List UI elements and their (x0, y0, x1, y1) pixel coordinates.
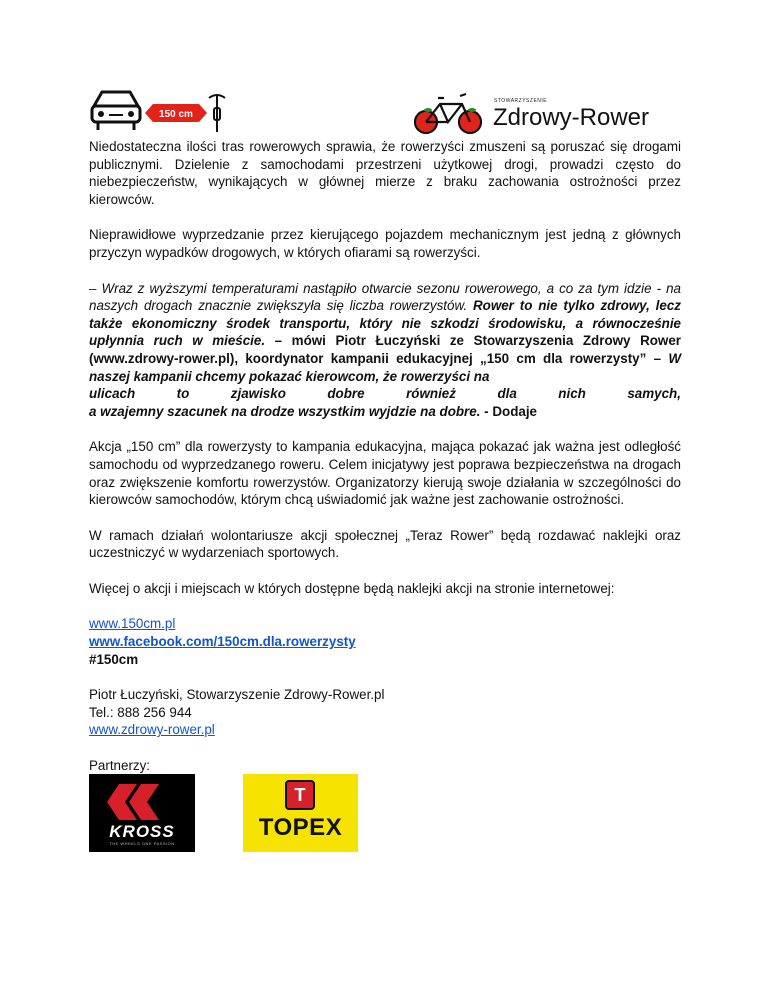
paragraph-4: Akcja „150 cm” dla rowerzysty to kampania edukacyjna, mająca pokazać jak ważna jest odległość samochodu od wyprzedzanego roweru. Celem inicjatywy jest poprawa bezpieczeństwa na drogach oraz zwiększenie komfortu rowerzystów. Organizatorzy kierują swoje działania w szczególności do kierowców samochodów, którym chcą uświadomić jak ważne jest zachowanie ostrożności. (89, 439, 681, 508)
spread-word: to (176, 386, 190, 402)
org-label-small: STOWARZYSZENIE (494, 98, 548, 104)
quote-intro: – Wraz z wyższymi temperaturami nastąpiło otwarcie sezonu rowerowego, a co za tym idzie - na naszych drogach znacznie zwiększyła się liczba rowerzystów. (89, 280, 681, 314)
spread-word: nich (558, 386, 586, 402)
distance-badge-text: 150 cm (159, 109, 193, 120)
quote-spread-line (89, 385, 681, 403)
kross-tagline: THE WHEELS ONE PASSION (109, 841, 175, 846)
partners-label: Partnerzy: (89, 758, 151, 774)
spread-word: dobre (327, 386, 365, 402)
contact-name: Piotr Łuczyński, Stowarzyszenie Zdrowy-Rower.pl (89, 687, 385, 703)
contact-web-link[interactable]: www.zdrowy-rower.pl (89, 722, 215, 738)
car-bike-distance-icon (89, 86, 229, 136)
site-link[interactable]: www.150cm.pl (89, 616, 176, 632)
contact-phone: Tel.: 888 256 944 (89, 704, 192, 720)
kross-wordmark: KROSS (109, 822, 175, 841)
hashtag: #150cm (89, 651, 139, 667)
quote-last-bold-italic: a wzajemny szacunek na drodze wszystkim wyjdzie na dobre. (89, 403, 481, 419)
spread-word: również (406, 386, 456, 402)
topex-wordmark: TOPEX (258, 814, 343, 841)
spread-word: dla (497, 386, 517, 402)
paragraph-quote (89, 280, 681, 386)
partner-logos (89, 774, 489, 854)
facebook-link[interactable]: www.facebook.com/150cm.dla.rowerzysty (89, 634, 356, 650)
kross-logo (89, 774, 195, 852)
quote-attribution: – mówi Piotr Łuczyński ze Stowarzyszenia Zdrowy Rower (www.zdrowy-rower.pl), koordynator kampanii edukacyjnej „150 cm dla rowerzysty” – (89, 333, 681, 366)
topex-logo (243, 774, 358, 852)
links-block (89, 615, 681, 668)
paragraph-1: Niedostateczna ilości tras rowerowych sprawia, że rowerzyści zmuszeni są poruszać się drogami publicznymi. Dzielenie z samochodami przestrzeni użytkowej drogi, prowadzi często do niebezpieczeństw, wynikających w głównej mierze z braku zachowania ostrożności przez kierowców. (89, 139, 681, 207)
paragraph-5: W ramach działań wolontariusze akcji społecznej „Teraz Rower” będą rozdawać naklejki oraz uczestniczyć w wydarzeniach sportowych. (89, 527, 681, 561)
contact-block (89, 686, 681, 739)
paragraph-6: Więcej o akcji i miejscach w których dostępne będą naklejki akcji na stronie internetowej: (89, 580, 615, 596)
article-body (89, 138, 681, 775)
spread-word: ulicach (89, 386, 136, 402)
spread-word: zjawisko (230, 386, 286, 402)
org-name: Zdrowy-Rower (493, 104, 650, 131)
quote-continued: W naszej kampanii chcemy pokazać kierowcom, że rowerzyści na (89, 350, 681, 384)
header (89, 86, 681, 136)
topex-badge-letter: T (294, 785, 306, 805)
quote-last-line (89, 403, 681, 421)
topex-badge (285, 780, 315, 810)
quote-bold-italic: Rower to nie tylko zdrowy, lecz także ekonomiczny środek transportu, który nie szkodzi środowisku, a równocześnie upłynnia ruch w mieście. (89, 298, 681, 349)
spread-word: samych, (627, 386, 681, 402)
paragraph-2: Nieprawidłowe wyprzedzanie przez kierującego pojazdem mechanicznym jest jedną z głównych przyczyn wypadków drogowych, w których ofiarami są rowerzyści. (89, 227, 681, 260)
quote-last-bold: - Dodaje (484, 403, 537, 419)
apple-bike-logo-icon (408, 86, 488, 136)
